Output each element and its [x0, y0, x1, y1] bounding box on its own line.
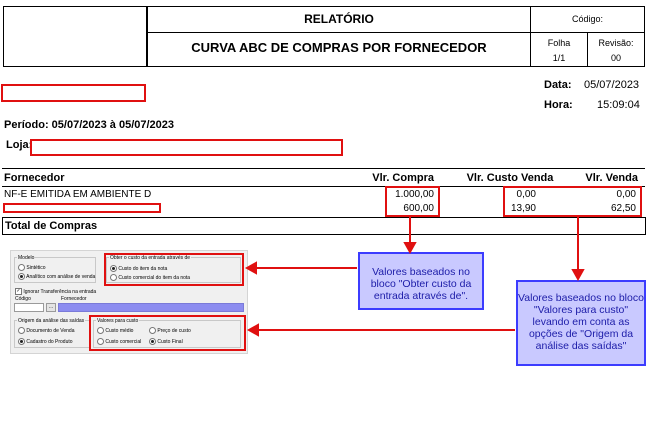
callout-obter-custo-text: Valores baseados no bloco "Obter custo da entrada através de". — [370, 266, 472, 302]
arrow-custo-head — [573, 270, 583, 279]
arrow-valores-head — [249, 325, 258, 335]
date-label: Data: — [544, 79, 572, 91]
preco-custo-label: Preço de custo — [157, 327, 191, 334]
ignorar-transferencia-checkbox[interactable] — [15, 288, 96, 295]
date-value: 05/07/2023 — [584, 79, 640, 91]
report-subtitle: CURVA ABC DE COMPRAS POR FORNECEDOR — [191, 40, 487, 55]
store-label: Loja: — [6, 139, 33, 151]
modelo-sintetico-option[interactable] — [18, 264, 46, 271]
custo-comercial-nota-label: Custo comercial do item da nota — [118, 274, 191, 281]
highlight-custo-venda-venda — [503, 186, 642, 217]
row1-fornecedor: NF-E EMITIDA EM AMBIENTE D — [4, 189, 152, 200]
col-header-fornecedor: Fornecedor — [4, 172, 65, 184]
arrow-compra-head — [405, 243, 415, 252]
cadastro-produto-label: Cadastro do Produto — [26, 338, 73, 345]
codigo-input[interactable] — [14, 303, 44, 312]
highlight-obter-custo — [104, 253, 244, 286]
total-label: Total de Compras — [5, 220, 98, 232]
total-row — [2, 217, 646, 235]
codigo-label: Código: — [571, 14, 604, 24]
documento-venda-label: Documento de Venda — [26, 327, 75, 334]
time-label: Hora: — [544, 99, 573, 111]
fornecedor-input[interactable] — [58, 303, 244, 312]
ignorar-transferencia-label: Ignorar Transferência na entrada — [23, 288, 97, 295]
row2-vlr-compra: 600,00 — [403, 203, 434, 214]
redacted-fornecedor-box — [3, 203, 161, 213]
row2-vlr-venda: 62,50 — [610, 203, 636, 214]
modelo-sintetico-label: Sintético — [26, 264, 46, 271]
cadastro-produto-option[interactable] — [18, 338, 73, 345]
folha-label: Folha — [547, 38, 571, 48]
callout-obter-custo — [358, 252, 484, 310]
col-header-vlr-custo-venda: Vlr. Custo Venda — [466, 172, 554, 184]
modelo-label: Modelo — [18, 255, 35, 261]
folha-value: 1/1 — [552, 53, 566, 63]
redacted-store-box — [30, 139, 343, 156]
arrow-obter-head — [247, 263, 256, 273]
check-icon: ✓ — [16, 288, 21, 294]
report-title: RELATÓRIO — [304, 12, 374, 26]
highlight-valores-custo — [89, 315, 246, 351]
table-top-line — [2, 168, 645, 169]
highlight-vlr-compra — [385, 186, 440, 217]
period-text: Período: 05/07/2023 à 05/07/2023 — [4, 119, 175, 131]
codigo-field-label: Código — [15, 296, 31, 302]
valores-custo-label: Valores para custo — [97, 318, 139, 324]
row1-vlr-venda: 0,00 — [616, 189, 636, 200]
radio-icon — [18, 327, 25, 334]
obter-custo-label: Obter o custo da entrada através de — [110, 255, 191, 261]
custo-medio-label: Custo médio — [105, 327, 134, 334]
radio-selected-icon — [18, 338, 25, 345]
origem-group — [14, 320, 90, 348]
modelo-analitico-option[interactable] — [18, 273, 95, 280]
revisao-label: Revisão: — [598, 38, 634, 48]
custo-item-nota-label: Custo do item da nota — [118, 265, 168, 272]
row2-vlr-custo-venda: 13,90 — [510, 203, 536, 214]
origem-label: Origem da análise das saídas — [18, 318, 85, 324]
documento-venda-option[interactable] — [18, 327, 74, 334]
callout-valores-custo — [516, 280, 646, 366]
col-header-vlr-venda: Vlr. Venda — [585, 172, 638, 184]
codigo-lookup-button[interactable]: … — [46, 303, 56, 312]
col-header-vlr-compra: Vlr. Compra — [372, 172, 434, 184]
callout-valores-custo-text: Valores baseados no bloco "Valores para custo" levando em conta as opções de "Origem da análise das saídas" — [518, 292, 644, 352]
modelo-group — [14, 257, 96, 283]
custo-comercial-label: Custo comercial — [105, 338, 142, 345]
modelo-analitico-label: Analítico com análise de venda — [26, 273, 96, 280]
revisao-value: 00 — [610, 53, 621, 63]
row1-vlr-compra: 1.000,00 — [395, 189, 434, 200]
custo-final-label: Custo Final — [157, 338, 183, 345]
header-logo-box — [3, 6, 147, 67]
fornecedor-field-label: Fornecedor — [61, 296, 87, 302]
row1-vlr-custo-venda: 0,00 — [516, 189, 536, 200]
time-value: 15:09:04 — [597, 99, 640, 111]
redacted-company-box — [1, 84, 146, 102]
radio-selected-icon — [18, 273, 25, 280]
radio-icon — [18, 264, 25, 271]
